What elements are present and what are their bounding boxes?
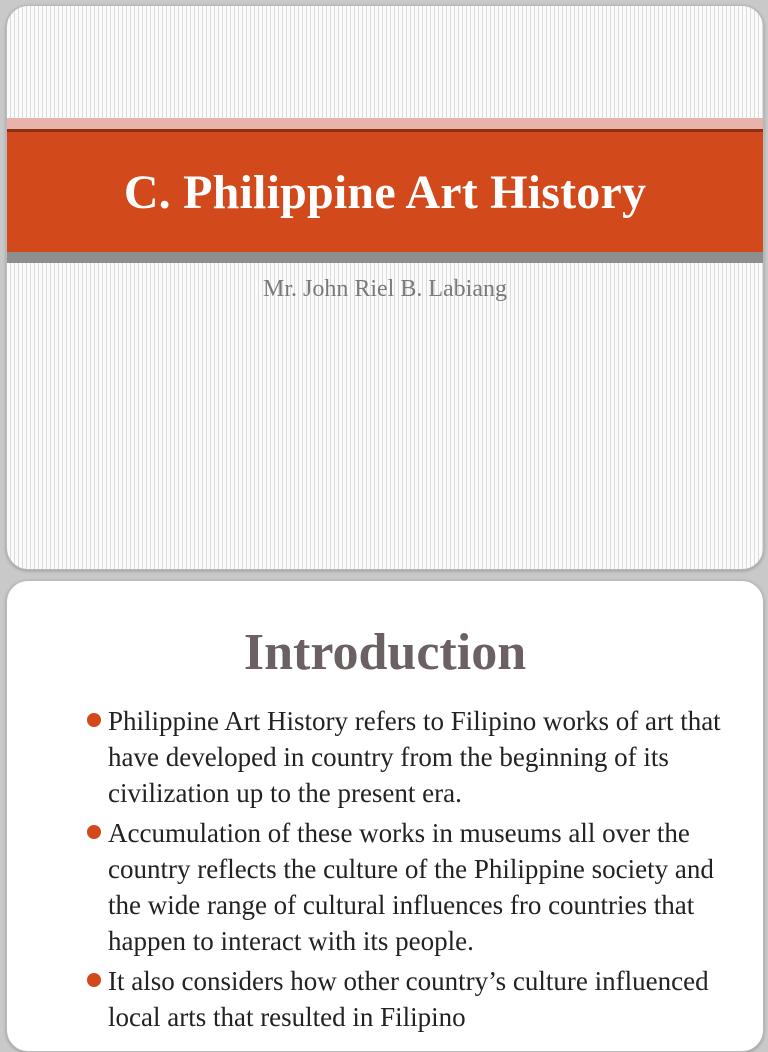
bullet-text: It also considers how other country’s culture influenced local arts that resulted in Filipino [108, 966, 709, 1032]
pink-accent-band [7, 118, 763, 129]
bullet-dot-icon [87, 825, 101, 839]
list-item [87, 963, 727, 1035]
title-band [7, 132, 763, 252]
title-slide [6, 5, 764, 570]
gray-accent-band [7, 252, 763, 263]
slide-subtitle: Mr. John Riel B. Labiang [263, 276, 507, 302]
bullet-list [87, 703, 727, 1039]
bullet-text: Accumulation of these works in museums all over the country reflects the culture of the Philippine society and the wide range of cultural influences fro countries that happen to interact with its people. [108, 818, 714, 956]
slide-heading: Introduction [243, 624, 527, 681]
slide-title: C. Philippine Art History [123, 165, 647, 219]
list-item [87, 815, 727, 959]
bullet-dot-icon [87, 973, 101, 987]
bullet-dot-icon [87, 713, 101, 727]
bullet-text: Philippine Art History refers to Filipino works of art that have developed in country from the beginning of its civilization up to the present era. [108, 706, 721, 808]
introduction-slide [6, 580, 764, 1052]
list-item [87, 703, 727, 811]
